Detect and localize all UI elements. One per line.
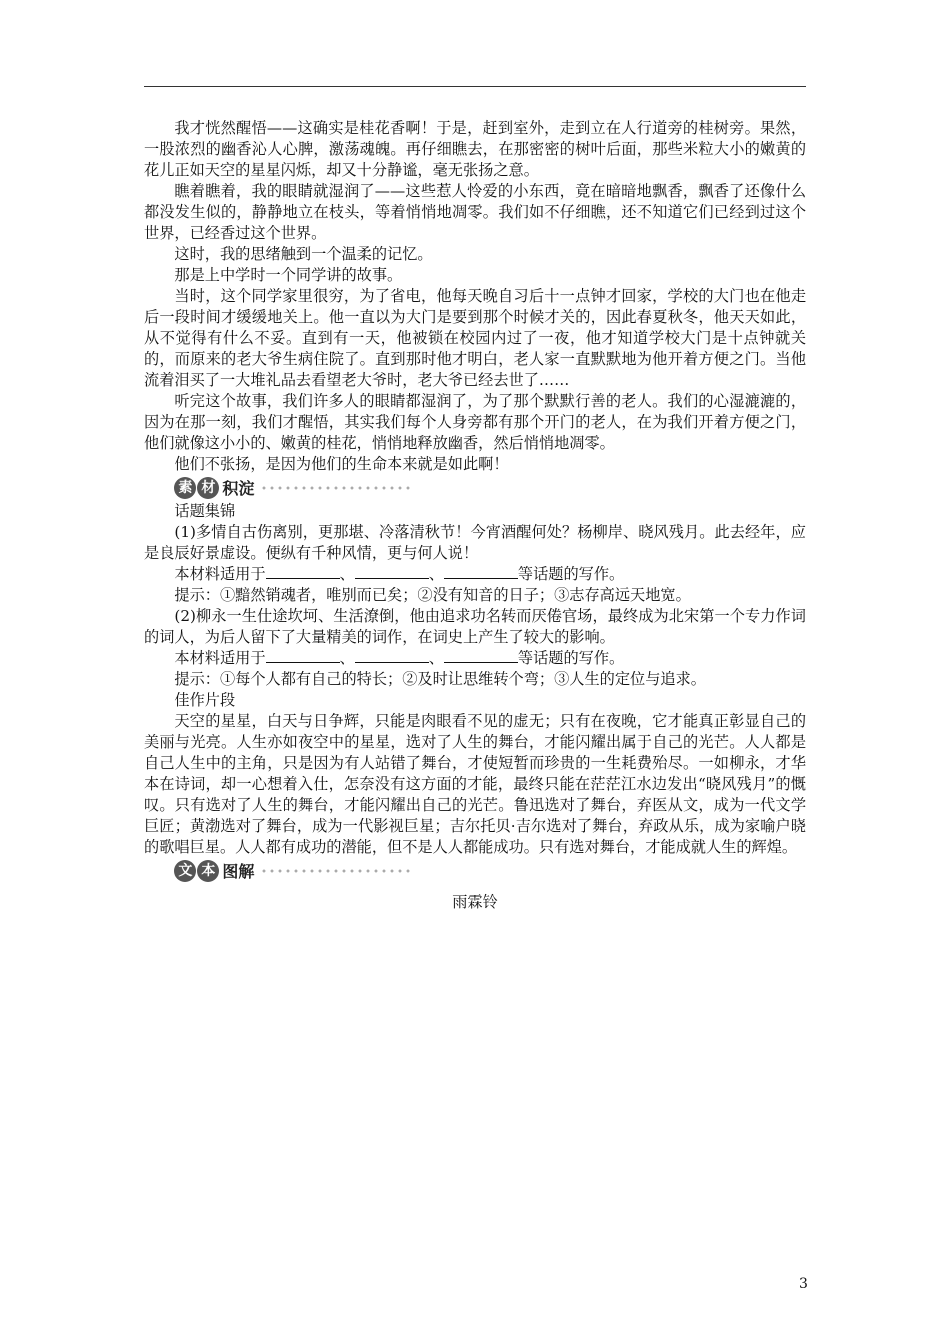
dotted-decoration (260, 867, 410, 875)
page-number: 3 (799, 1276, 808, 1292)
answer-blank[interactable] (355, 648, 429, 663)
item2-hint: 提示：①每个人都有自己的特长；②及时让思维转个弯；③人生的定位与追求。 (174, 670, 706, 688)
item2-usage: 本材料适用于 、 、 等话题的写作。 (174, 649, 625, 667)
story-paragraph: 他们不张扬，是因为他们的生命本来就是如此啊！ (174, 455, 509, 473)
heading-badge: 文 (174, 860, 196, 882)
story-paragraph: 这时，我的思绪触到一个温柔的记忆。 (174, 245, 433, 263)
answer-blank[interactable] (355, 564, 429, 579)
story-paragraph: 我才恍然醒悟——这确实是桂花香啊！于是，赶到室外，走到立在人行道旁的桂树旁。果然，一股浓烈的幽香沁人心脾，激荡魂魄。再仔细瞧去，在那密密的树叶后面，那些米粒大小的嫩黄的花儿正如天空的星星闪烁，却又十分静谧，毫无张扬之意。 (144, 119, 806, 179)
topic-heading: 话题集锦 (174, 502, 236, 520)
section-heading-material (174, 475, 806, 501)
answer-blank[interactable] (444, 648, 518, 663)
answer-blank[interactable] (266, 564, 340, 579)
answer-blank[interactable] (266, 648, 340, 663)
header-rule (144, 86, 806, 87)
story-paragraph: 瞧着瞧着，我的眼睛就湿润了——这些惹人怜爱的小东西，竟在暗暗地飘香，飘香了还像什么都没发生似的，静静地立在枝头，等着悄悄地凋零。我们如不仔细瞧，还不知道它们已经到过这个世界，已经香过这个世界。 (144, 182, 806, 242)
heading-badge: 素 (174, 477, 196, 499)
heading-badge: 本 (197, 860, 219, 882)
story-paragraph: 听完这个故事，我们许多人的眼睛都湿润了，为了那个默默行善的老人。我们的心湿漉漉的，因为在那一刻，我们才醒悟，其实我们每个人身旁都有那个开门的老人，在为我们开着方便之门，他们就像这小小的、嫩黄的桂花，悄悄地释放幽香，然后悄悄地凋零。 (144, 392, 806, 452)
story-paragraph: 那是上中学时一个同学讲的故事。 (174, 266, 403, 284)
heading-text: 图解 (222, 861, 255, 881)
answer-blank[interactable] (444, 564, 518, 579)
section-heading-text-illustration (174, 858, 806, 884)
page-body (144, 118, 806, 913)
heading-text: 积淀 (222, 478, 255, 498)
item1-usage: 本材料适用于 、 、 等话题的写作。 (174, 565, 625, 583)
item1-hint: 提示：①黯然销魂者，唯别而已矣；②没有知音的日子；③志存高远天地宽。 (174, 586, 691, 604)
story-paragraph: 当时，这个同学家里很穷，为了省电，他每天晚自习后十一点钟才回家，学校的大门也在他走后一段时间才缓缓地关上。他一直以为大门是要到那个时候才关的，因此春夏秋冬，他天天如此，从不觉得有什么不妥。直到有一天，他被锁在校园内过了一夜，他才知道学校大门是十点钟就关的，而原来的老大爷生病住院了。直到那时他才明白，老人家一直默默地为他开着方便之门。当他流着泪买了一大堆礼品去看望老大爷时，老大爷已经去世了…… (144, 287, 806, 389)
poem-title: 雨霖铃 (452, 893, 498, 911)
item1-text: (1)多情自古伤离别，更那堪、冷落清秋节！今宵酒醒何处？杨柳岸、晓风残月。此去经年，应是良辰好景虚设。便纵有千种风情，更与何人说！ (144, 523, 806, 562)
heading-badge: 材 (197, 477, 219, 499)
excerpt-heading: 佳作片段 (174, 691, 236, 709)
excerpt-text: 天空的星星，白天与日争辉，只能是肉眼看不见的虚无；只有在夜晚，它才能真正彰显自己的美丽与光亮。人生亦如夜空中的星星，选对了人生的舞台，才能闪耀出属于自己的光芒。人人都是自己人生中的主角，只是因为有人站错了舞台，才使短暂而珍贵的一生耗费殆尽。一如柳永，才华本在诗词，却一心想着入仕，怎奈没有这方面的才能，最终只能在茫茫江水边发出“晓风残月”的慨叹。只有选对了人生的舞台，才能闪耀出自己的光芒。鲁迅选对了舞台，弃医从文，成为一代文学巨匠；黄渤选对了舞台，成为一代影视巨星；吉尔托贝·吉尔选对了舞台，弃政从乐，成为家喻户晓的歌唱巨星。人人都有成功的潜能，但不是人人都能成功。只有选对舞台，才能成就人生的辉煌。 (144, 712, 806, 856)
dotted-decoration (260, 484, 410, 492)
item2-text: (2)柳永一生仕途坎坷、生活潦倒，他由追求功名转而厌倦官场，最终成为北宋第一个专力作词的词人，为后人留下了大量精美的词作，在词史上产生了较大的影响。 (144, 607, 806, 646)
